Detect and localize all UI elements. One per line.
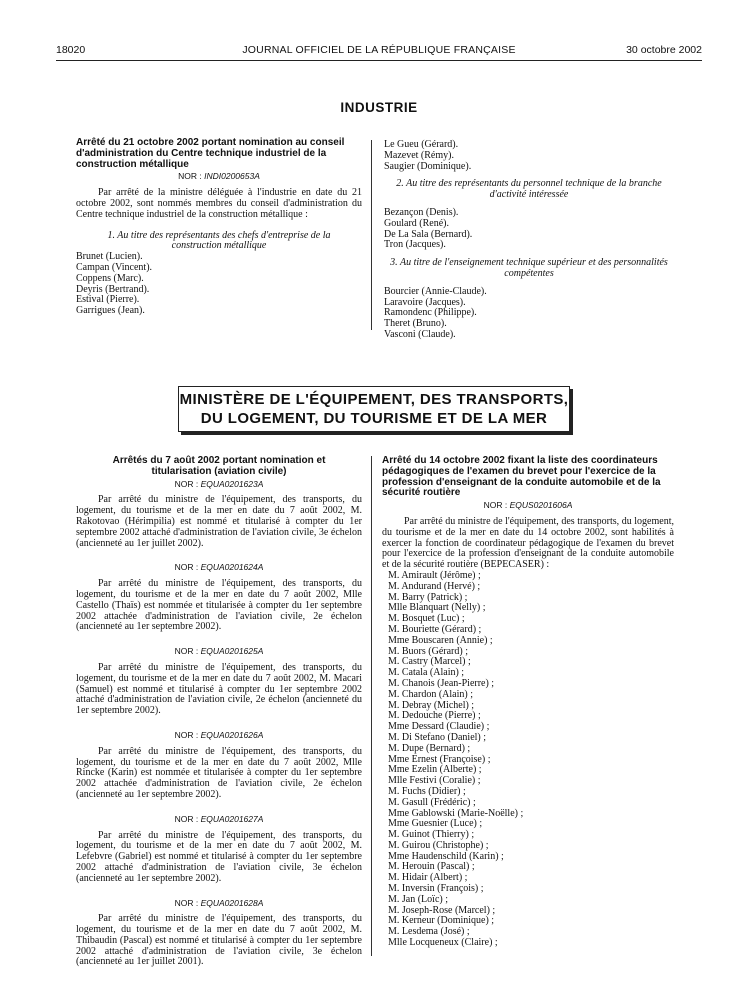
column-divider-2 [371,456,372,956]
arrete-title: Arrêté du 21 octobre 2002 portant nomination au conseil d'administration du Centre technique industriel de la construction métallique [76,137,345,170]
running-header [56,44,702,58]
name-item: M. Bouriette (Gérard) ; [388,623,482,635]
nor-code: EQUA0201623A [200,478,264,489]
name-item: Mlle Blanquart (Nelly) ; [388,602,486,614]
name-item: Tron (Jacques). [384,239,446,251]
name-item: Mme Dessard (Claudie) ; [388,721,490,733]
nor-label: NOR : [483,500,508,511]
name-item: M. Catala (Alain) ; [388,667,465,679]
nor-code: EQUA0201627A [200,813,264,824]
name-item: Mlle Locqueneux (Claire) ; [388,937,498,949]
group-heading-3: 3. Au titre de l'enseignement technique supérieur et des personnalités compétentes [390,257,668,279]
ministry-line-1: MINISTÈRE DE L'ÉQUIPEMENT, DES TRANSPORTS, [179,391,569,408]
name-item: Garrigues (Jean). [76,305,145,317]
group-heading-2: 2. Au titre des représentants du personnel technique de la branche d'activité intéressée [396,178,662,201]
bepecaser-nor-line [382,500,674,511]
aviation-entry-body: Par arrêté du ministre de l'équipement, des transports, du logement, du tourisme et de la mer en date du 7 août 2002, M. Macari (Samuel) est nommé et titularisé à compter du 1er septembre 2002 attaché d'administration de l'aviation civile, 2e échelon (ancienneté du 1er septembre 2002). [76,661,362,717]
aviation-entry-body: Par arrêté du ministre de l'équipement, des transports, du logement, du tourisme et de la mer en date du 7 août 2002, M. Rakotovao (Hérimpilia) est nommé et titularisé à compter du 1er septembre 2002 attaché d'administration de l'aviation civile, 3e échelon (ancienneté au 1er juillet 2002). [76,494,362,549]
arrete-body: Par arrêté de la ministre déléguée à l'industrie en date du 21 octobre 2002, sont nommés membres du conseil d'administration du Centre technique industriel de la construction métallique : [76,187,362,220]
name-item: Bezançon (Denis). [384,206,459,218]
nor-line [76,898,362,909]
name-item: Brunet (Lucien). [76,251,143,263]
aviation-entry [76,562,362,633]
aviation-entry [76,646,362,717]
nor-code: EQUA0201624A [200,562,264,573]
name-item: Deyris (Bertrand). [76,283,150,295]
aviation-entries [76,479,362,969]
name-item: M. Kerneur (Dominique) ; [388,915,495,927]
nor-label: NOR : [174,813,199,824]
nor-line [76,646,362,657]
name-item: M. Chanois (Jean-Pierre) ; [388,677,495,689]
nor-code: EQUS0201606A [509,500,573,511]
name-item: Vasconi (Claude). [384,328,456,340]
page-number: 18020 [56,44,86,56]
nor-code: INDI0200653A [204,171,260,182]
name-item: M. Bosquet (Luc) ; [388,613,465,625]
aviation-entry-body: Par arrêté du ministre de l'équipement, des transports, du logement, du tourisme et de la mer en date du 7 août 2002, M. Lefebvre (Gabriel) est nommé et titularisé à compter du 1er septembre 2002 attaché d'administration de l'aviation civile, 3e échelon (ancienneté au 1er septembre 2002). [76,829,362,884]
group-1-names [76,252,362,317]
nor-label: NOR : [174,478,199,489]
aviation-column [76,456,362,968]
nor-label: NOR : [174,729,199,740]
name-item: M. Dupe (Bernard) ; [388,742,471,754]
name-item: Mme Ezelin (Alberte) ; [388,764,482,776]
name-item: Mlle Festivi (Coralie) ; [388,775,481,787]
name-item: M. Inversin (François) ; [388,883,484,895]
name-item: M. Jan (Loïc) ; [388,893,448,905]
name-item: M. Gasull (Frédéric) ; [388,796,476,808]
name-item: Le Gueu (Gérard). [384,139,459,150]
header-rule [56,60,702,61]
industrie-right-column [384,140,674,341]
group-heading-1: 1. Au titre des représentants des chefs d'entreprise de la construction métallique [107,229,331,252]
name-item: M. Dedouche (Pierre) ; [388,710,481,722]
name-item: Saugier (Dominique). [384,160,472,172]
name-item: M. Chardon (Alain) ; [388,688,473,700]
aviation-entry [76,814,362,885]
column-divider [371,140,372,330]
name-item: M. Barry (Patrick) ; [388,591,468,603]
bepecaser-column [382,456,674,949]
name-item: Mme Ernest (Françoise) ; [388,753,491,765]
aviation-entry [76,479,362,550]
nor-label: NOR : [178,171,202,182]
aviation-entry-body: Par arrêté du ministre de l'équipement, des transports, du logement, du tourisme et de la mer en date du 7 août 2002, Mlle Rincke (Karin) est nommée et titularisée à compter du 1er septembre 2002 attachée d'administration de l'aviation civile, 2e échelon (ancienneté au 1er septembre 2002). [76,745,362,800]
name-item: M. Amirault (Jérôme) ; [388,569,481,581]
group-2-names [384,208,674,251]
journal-title: JOURNAL OFFICIEL DE LA RÉPUBLIQUE FRANÇAISE [242,44,516,56]
nor-code: EQUA0201628A [200,897,264,908]
coordinator-names [382,571,674,949]
name-item: Goulard (René). [384,217,449,229]
name-item: M. Guinot (Thierry) ; [388,829,475,841]
name-item: M. Joseph-Rose (Marcel) ; [388,904,496,916]
nor-line [76,730,362,741]
name-item: M. Di Stefano (Daniel) ; [388,731,487,743]
issue-date: 30 octobre 2002 [626,44,702,56]
name-item: Estival (Pierre). [76,294,140,306]
name-item: Mme Haudenschild (Karin) ; [388,850,504,862]
name-item: M. Lesdema (José) ; [388,926,470,938]
aviation-entry [76,730,362,801]
nor-line [76,814,362,825]
industrie-left-column [76,138,362,317]
name-item: De La Sala (Bernard). [384,228,473,240]
name-item: M. Hidair (Albert) ; [388,872,468,884]
name-item: Bourcier (Annie-Claude). [384,285,487,297]
name-item: Mme Bouscaren (Annie) ; [388,634,493,646]
name-item: M. Buors (Gérard) ; [388,645,468,657]
name-item: Campan (Vincent). [76,261,153,273]
name-item: M. Guirou (Christophe) ; [388,839,489,851]
name-item: M. Debray (Michel) ; [388,699,475,711]
nor-label: NOR : [174,897,199,908]
group-1-names-continued [384,140,674,172]
name-item: Mme Gablowski (Marie-Noëlle) ; [388,807,524,819]
nor-label: NOR : [174,562,199,573]
name-item: M. Andurand (Hervé) ; [388,580,481,592]
group-3-names [384,287,674,341]
name-item: Mazevet (Rémy). [384,149,454,161]
aviation-entry-body: Par arrêté du ministre de l'équipement, des transports, du logement, du tourisme et de la mer en date du 7 août 2002, Mlle Castello (Thaïs) est nommée et titularisée à compter du 1er septembre 2002 attachée d'administration de l'aviation civile, 2e échelon (ancienneté au 1er septembre 2002). [76,578,362,633]
name-item: Ramondenc (Philippe). [384,307,477,319]
name-item: M. Fuchs (Didier) ; [388,785,466,797]
name-item: Theret (Bruno). [384,318,447,330]
aviation-entry [76,898,362,969]
name-item: M. Herouin (Pascal) ; [388,861,475,873]
name-item: M. Castry (Marcel) ; [388,656,471,668]
bepecaser-title: Arrêté du 14 octobre 2002 fixant la liste des coordinateurs pédagogiques de l'examen du brevet pour l'exercice de la profession d'enseignant de la conduite automobile et de la sécurité routière [382,455,661,499]
nor-line [76,479,362,490]
name-item: Coppens (Marc). [76,272,144,284]
bepecaser-body: Par arrêté du ministre de l'équipement, des transports, du logement, du tourisme et de la mer en date du 14 octobre 2002, sont habilités à exercer la fonction de coordinateur pédagogique de l'examen du brevet pour l'exercice de la profession d'enseignant de la conduite automobile et de la sécurité routière (BEPECASER) : [382,515,674,571]
aviation-entry-body: Par arrêté du ministre de l'équipement, des transports, du logement, du tourisme et de la mer en date du 7 août 2002, M. Thibaudin (Pascal) est nommé et titularisé à compter du 1er septembre 2002 attaché d'administration de l'aviation civile, 3e échelon (ancienneté au 1er juillet 2001). [76,913,362,968]
ministry-line-2: DU LOGEMENT, DU TOURISME ET DE LA MER [200,410,548,427]
nor-code: EQUA0201625A [200,646,264,657]
nor-line [76,171,362,182]
ministry-heading-box [178,386,570,432]
section-title-industrie: INDUSTRIE [340,100,418,115]
nor-code: EQUA0201626A [200,729,264,740]
nor-label: NOR : [174,646,199,657]
name-item: Mme Guesnier (Luce) ; [388,818,483,830]
nor-line [76,562,362,573]
aviation-title: Arrêtés du 7 août 2002 portant nomination et titularisation (aviation civile) [112,455,326,477]
name-item: Laravoire (Jacques). [384,296,466,308]
